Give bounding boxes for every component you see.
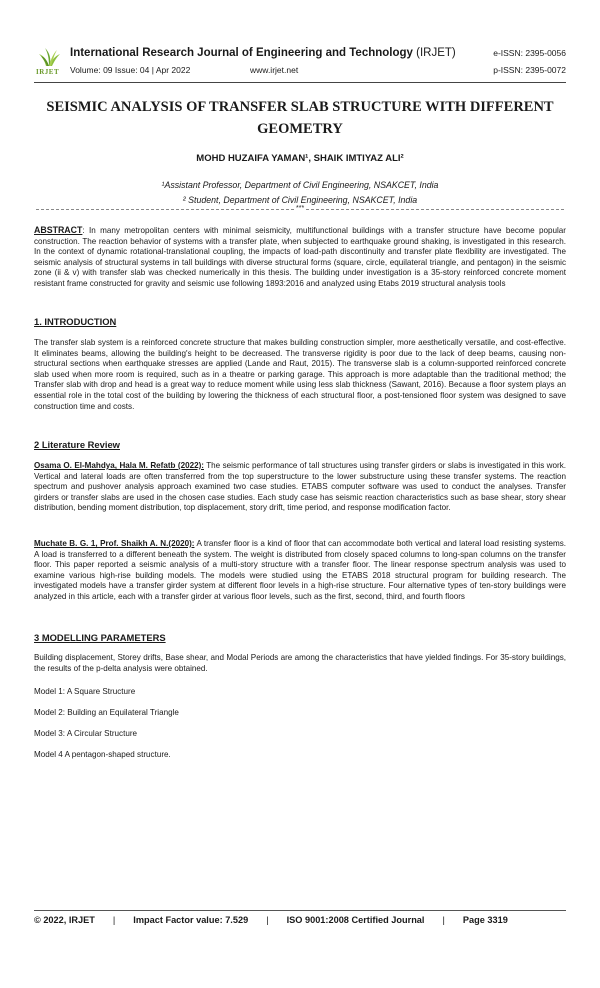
paper-title: SEISMIC ANALYSIS OF TRANSFER SLAB STRUCTURE WITH DIFFERENT GEOMETRY — [46, 99, 554, 137]
logo-text: IRJET — [36, 68, 60, 76]
section-2-heading: 2 Literature Review — [34, 439, 120, 450]
section-1-heading: 1. INTRODUCTION — [34, 316, 117, 327]
abstract — [34, 225, 566, 290]
page-footer: © 2022, IRJET | Impact Factor value: 7.529 | ISO 9001:2008 Certified Journal | Page 3319 — [34, 915, 508, 925]
journal-url[interactable]: www.irjet.net — [250, 65, 299, 75]
section-3-heading: 3 MODELLING PARAMETERS — [34, 632, 166, 643]
eissn: e-ISSN: 2395-0056 — [493, 48, 566, 58]
reference-1 — [34, 461, 566, 514]
footer-copyright: © 2022, IRJET — [34, 915, 95, 925]
footer-iso: ISO 9001:2008 Certified Journal — [286, 915, 425, 925]
journal-header — [34, 44, 566, 80]
header-rule — [34, 82, 566, 83]
footer-page-number: Page 3319 — [462, 915, 508, 925]
reference-1-label: Osama O. El-Mahdya, Hala M. Refatb (2022): — [34, 461, 204, 470]
footer-rule — [34, 910, 566, 911]
journal-abbr: (IRJET) — [416, 47, 456, 59]
model-3: Model 3: A Circular Structure — [34, 729, 138, 738]
section-3-text: Building displacement, Storey drifts, Base shear, and Modal Periods are among the characteristics that have yielded findings. For 35-story buildings, the results of the p-delta analysis were obtained. — [34, 653, 566, 673]
journal-title — [70, 47, 456, 59]
volume-issue: Volume: 09 Issue: 04 | Apr 2022 — [70, 65, 191, 75]
section-1-text: The transfer slab system is a reinforced concrete structure that makes building construction simpler, more aesthetically versatile, and cost-effective. It eliminates beams, allowing the building's height to be decreased. The transverse rigidity is poor due to the lack of deep beams, causing non-structural sections when earthquake stresses are applied (Lande and Raut, 2015). The transverse slab is a column-supported reinforced concrete slab used when more room is required, such as in a theatre or parking garage. This approach is more adaptable than the traditional method; the Transfer slab with drop and head is a great way to reduce moment while using less slab thickness (Sawant, 2016). Because a floor system plays an essential role in the total cost of the building by lowering the thickness of each structural floor, a post-tensioned floor system was designed to save construction time and costs. — [34, 338, 566, 411]
model-4: Model 4 A pentagon-shaped structure. — [34, 750, 171, 759]
model-1: Model 1: A Square Structure — [34, 687, 136, 696]
abstract-text: : In many metropolitan centers with minimal seismicity, multifunctional buildings with a transfer structure have become popular construction. The reaction behavior of systems with a transfer plate, when subjected to earthquake ground shaking, is investigated in this research. In the context of dynamic rotational-translational coupling, the impacts of load-path discontinuity and transfer plate flexibility are investigated. The seismic analysis of structural systems in tall buildings with diverse structural forms (square, circle, equilateral triangle, and pentagon) in the seismic zone (ii & v) with transfer slab was checked numerically in this thesis. The building under investigation is a 35-story reinforced concrete moment resistant frame constructed for gravity and seismic use following 1893:2016 and analyzed using Etabs 2019 structural analysis tools — [34, 226, 566, 288]
reference-1-text: The seismic performance of tall structures using transfer girders or slabs is investigated in this work. Vertical and lateral loads are often transferred from the top superstructure to the lower substructure using these transfer systems. The reaction spectrum and pushover analysis approach examined two case studies. ETABS computer software was used to conduct the analyses. Transfer girders or transfer slabs are used in the chosen case studies. Each study case has seismic reaction characteristics such as base shear, story shear distribution, bending moment distribution, top displacement, story drift, time period, and response modification factor. — [34, 461, 566, 513]
pissn: p-ISSN: 2395-0072 — [493, 65, 566, 75]
paper-authors: MOHD HUZAIFA YAMAN¹, SHAIK IMTIYAZ ALI² — [196, 153, 404, 164]
footer-impact-factor: Impact Factor value: 7.529 — [133, 915, 249, 925]
reference-2-text: A transfer floor is a kind of floor that can accommodate both vertical and lateral load resisting systems. A load is transferred to a different beneath the system. The weight is distributed from closely spaced columns to long-span columns on the transfer floor. This paper reported a seismic analysis of a multi-story structure with a transfer floor. The linear response spectrum analysis was used to examine various high-rise building models. The models were studied using the ETABS 2018 structural program for building research. The investigated models have a transfer girder system at different floor levels in a high-rise structure. Four alternative types of ten-story buildings were analyzed in this article, each with a transfer girder at various floor levels, such as the first, second, third, and fourth floors — [34, 539, 566, 601]
journal-title-text: International Research Journal of Engineering and Technology — [70, 47, 413, 59]
model-2: Model 2: Building an Equilateral Triangle — [34, 708, 179, 717]
affiliation-2: ² Student, Department of Civil Engineering, NSAKCET, India — [182, 195, 418, 205]
abstract-label: ABSTRACT — [34, 225, 83, 235]
affiliation-1: ¹Assistant Professor, Department of Civil Engineering, NSAKCET, India — [161, 180, 439, 190]
separator-mark: *** — [296, 205, 305, 212]
reference-2 — [34, 539, 566, 603]
reference-2-label: Muchate B. G. 1, Prof. Shaikh A. N.(2020): — [34, 539, 195, 548]
